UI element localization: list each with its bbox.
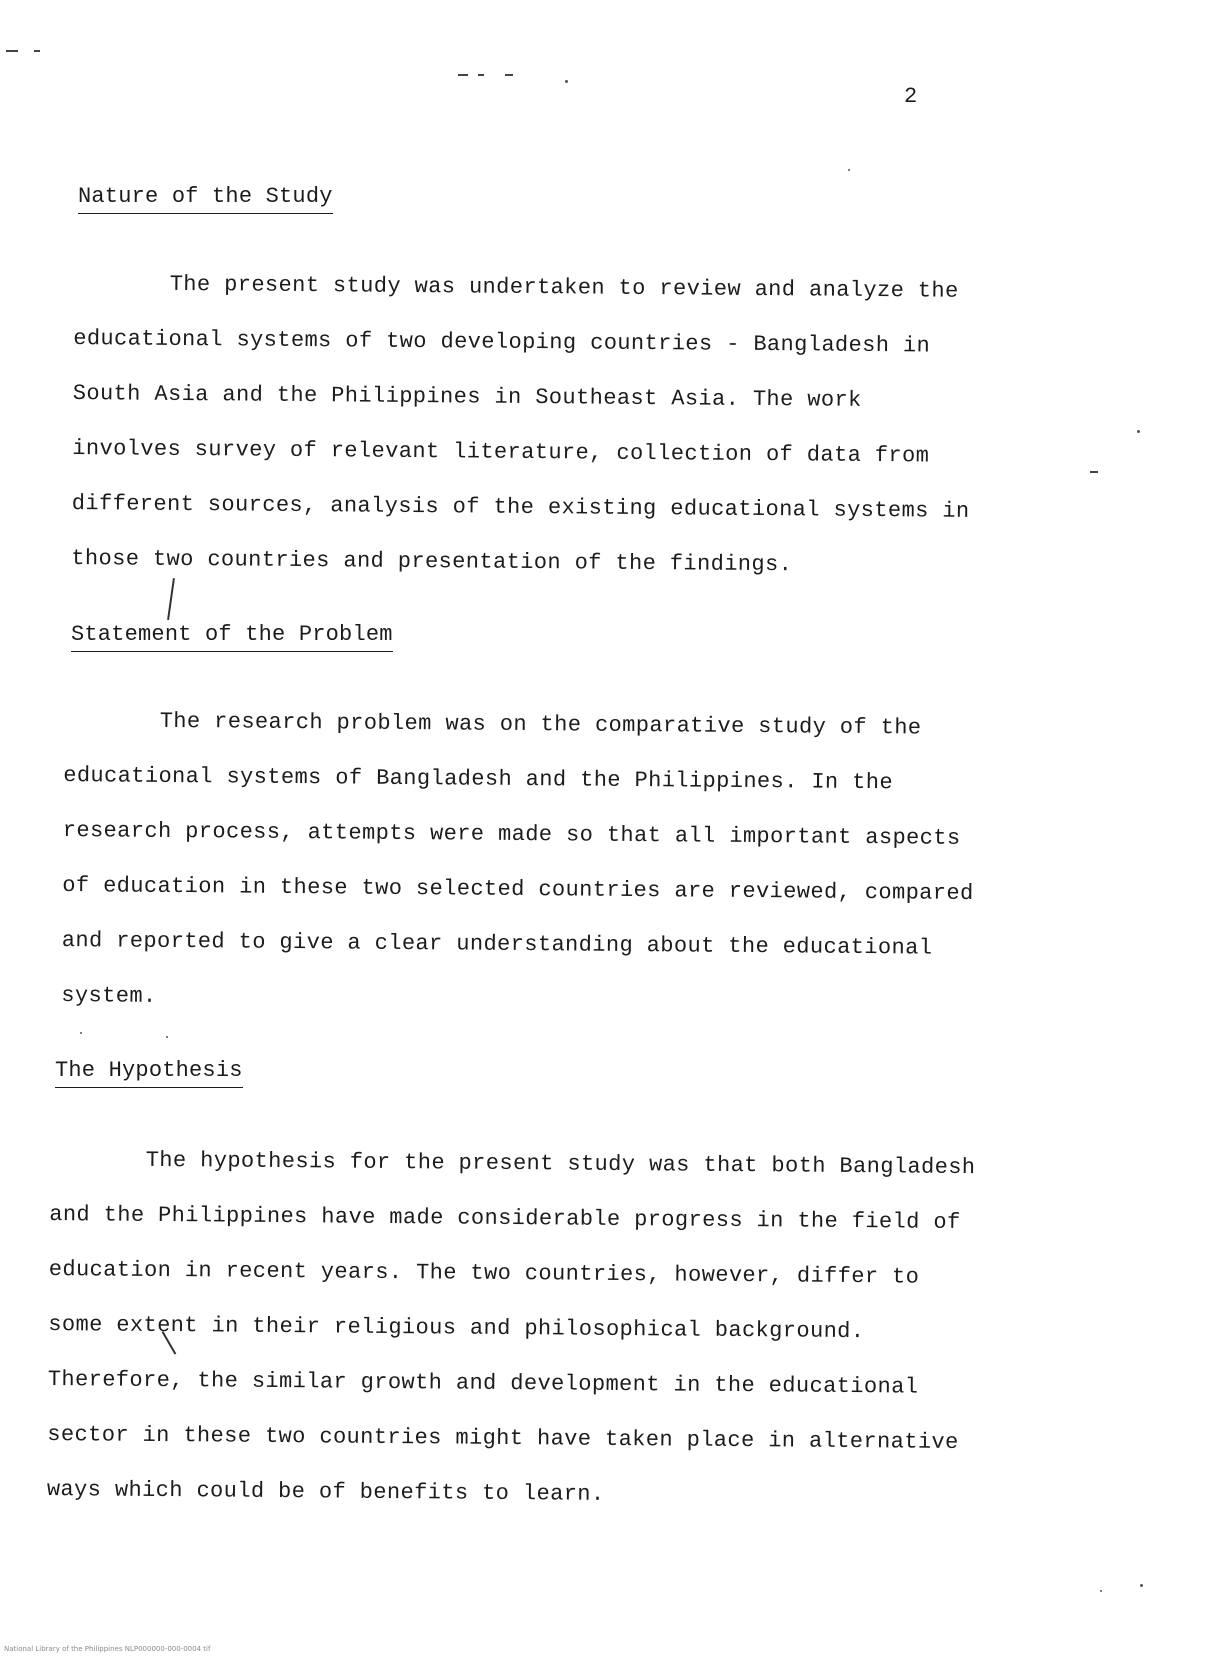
scan-speck bbox=[848, 169, 850, 171]
paragraph-line: and the Philippines have made considerable progress in the field of bbox=[49, 1201, 961, 1235]
scan-mark bbox=[505, 74, 513, 76]
page-number: 2 bbox=[904, 84, 918, 109]
scan-mark bbox=[6, 50, 18, 52]
section-heading-nature: Nature of the Study bbox=[78, 184, 333, 214]
paragraph-line: The present study was undertaken to review and analyze the bbox=[169, 271, 959, 304]
scan-speck bbox=[1100, 1590, 1102, 1592]
section-heading-problem: Statement of the Problem bbox=[71, 622, 393, 652]
paragraph-line: The hypothesis for the present study was that both Bangladesh bbox=[145, 1147, 976, 1181]
paragraph-line: education in recent years. The two countries, however, differ to bbox=[48, 1256, 920, 1290]
scan-mark bbox=[34, 50, 40, 52]
paragraph-line: and reported to give a clear understanding about the educational bbox=[61, 927, 933, 961]
paragraph-line: involves survey of relevant literature, collection of data from bbox=[72, 435, 930, 469]
paragraph-line: research process, attempts were made so that all important aspects bbox=[62, 817, 961, 851]
scan-speck bbox=[1140, 1584, 1143, 1587]
scan-speck bbox=[166, 1036, 168, 1038]
scan-mark bbox=[1090, 471, 1098, 473]
scan-speck bbox=[80, 1032, 82, 1034]
paragraph-line: those two countries and presentation of the findings. bbox=[71, 545, 793, 578]
paragraph-line: of education in these two selected countries are reviewed, compared bbox=[62, 872, 974, 906]
scan-mark bbox=[478, 74, 484, 76]
paragraph-line: some extent in their religious and philosophical background. bbox=[48, 1311, 865, 1345]
paragraph-line: ways which could be of benefits to learn. bbox=[46, 1476, 605, 1507]
paragraph-line: South Asia and the Philippines in Southeast Asia. The work bbox=[72, 380, 862, 413]
paragraph-line: different sources, analysis of the existing educational systems in bbox=[71, 490, 970, 524]
scan-mark bbox=[458, 74, 468, 76]
paragraph-line: sector in these two countries might have taken place in alternative bbox=[47, 1421, 959, 1455]
section-paragraph-nature bbox=[71, 256, 972, 594]
paragraph-line: educational systems of two developing countries - Bangladesh in bbox=[73, 325, 931, 359]
paragraph-line: The research problem was on the comparative study of the bbox=[159, 708, 922, 741]
scan-footer-note: National Library of the Philippines NLP000000-000-0004 tif bbox=[4, 1645, 211, 1653]
scan-speck bbox=[1137, 430, 1140, 433]
paragraph-line: system. bbox=[61, 982, 157, 1009]
paragraph-line: Therefore, the similar growth and development in the educational bbox=[47, 1366, 919, 1400]
section-paragraph-hypothesis bbox=[47, 1132, 976, 1525]
scan-speck bbox=[565, 80, 568, 83]
paragraph-line: educational systems of Bangladesh and the Philippines. In the bbox=[63, 762, 894, 796]
section-paragraph-problem bbox=[61, 693, 975, 1031]
section-heading-hypothesis: The Hypothesis bbox=[55, 1058, 243, 1088]
